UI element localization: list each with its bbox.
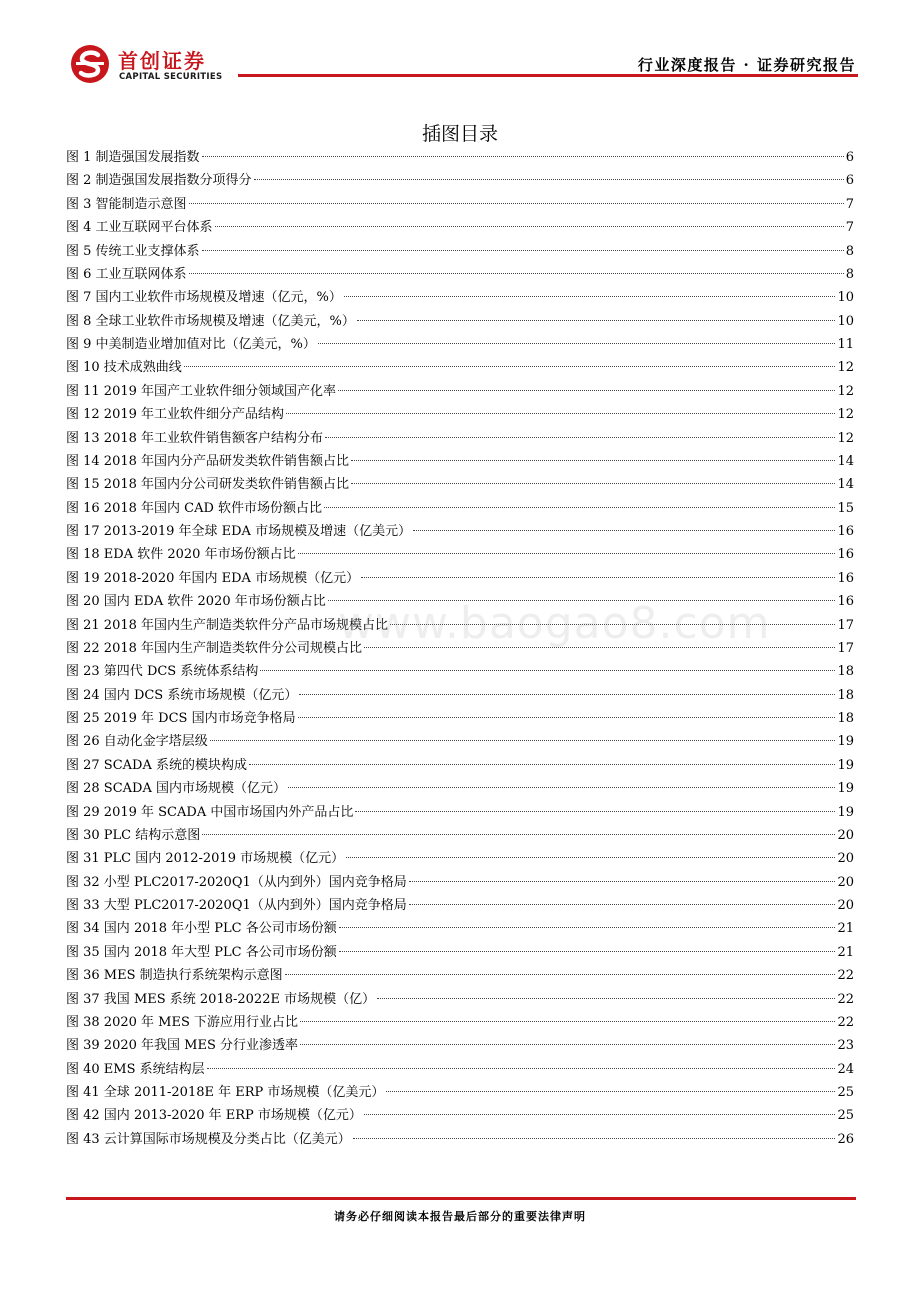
toc-entry[interactable] (66, 146, 854, 169)
toc-entry-page-number: 10 (837, 313, 854, 329)
dot-leader (338, 390, 835, 391)
toc-entry[interactable] (66, 497, 854, 520)
toc-entry-label: 图 30 PLC 结构示意图 (66, 827, 201, 843)
dot-leader (189, 273, 844, 274)
toc-entry-label: 图 2 制造强国发展指数分项得分 (66, 173, 252, 189)
toc-entry-label: 图 23 第四代 DCS 系统体系结构 (66, 664, 259, 680)
toc-entry-label: 图 41 全球 2011-2018E 年 ERP 市场规模（亿美元） (66, 1085, 385, 1100)
toc-entry[interactable] (66, 730, 854, 753)
toc-entry[interactable] (66, 1058, 854, 1081)
toc-entry[interactable] (66, 1081, 854, 1104)
toc-entry[interactable] (66, 356, 854, 379)
dot-leader (377, 998, 835, 999)
toc-entry[interactable] (66, 871, 854, 894)
toc-entry-label: 图 43 云计算国际市场规模及分类占比（亿美元） (66, 1131, 351, 1147)
dot-leader (300, 1044, 835, 1045)
toc-entry[interactable] (66, 801, 854, 824)
toc-entry-label: 图 18 EDA 软件 2020 年市场份额占比 (66, 547, 296, 563)
dot-leader (249, 764, 835, 765)
toc-entry-page-number: 17 (837, 640, 854, 656)
dot-leader (207, 1068, 836, 1069)
toc-entry-page-number: 15 (837, 500, 854, 516)
toc-entry-label: 图 28 SCADA 国内市场规模（亿元） (66, 781, 286, 797)
dot-leader (339, 927, 836, 928)
toc-entry-label: 图 1 制造强国发展指数 (66, 150, 200, 165)
toc-entry-page-number: 21 (837, 921, 854, 937)
toc-entry[interactable] (66, 169, 854, 192)
toc-entry-page-number: 24 (837, 1061, 854, 1077)
toc-entry-page-number: 8 (845, 243, 854, 259)
toc-entry-page-number: 18 (837, 711, 854, 726)
toc-entry[interactable] (66, 567, 854, 590)
dot-leader (351, 483, 835, 484)
dot-leader (260, 670, 835, 671)
dot-leader (344, 296, 836, 297)
watermark: www.baogao8.com (338, 598, 771, 649)
toc-entry-label: 图 35 国内 2018 年大型 PLC 各公司市场份额 (66, 944, 337, 960)
toc-entry-page-number: 19 (837, 781, 854, 797)
toc-entry[interactable] (66, 894, 854, 917)
dot-leader (364, 1114, 836, 1115)
capital-securities-logo-icon (70, 44, 110, 84)
dot-leader (386, 1091, 835, 1092)
toc-entry-label: 图 16 2018 年国内 CAD 软件市场份额占比 (66, 500, 323, 516)
toc-entry-label: 图 21 2018 年国内生产制造类软件分产品市场规模占比 (66, 617, 389, 633)
toc-entry-page-number: 20 (837, 874, 854, 890)
dot-leader (189, 203, 844, 204)
dot-leader (324, 507, 835, 508)
dot-leader (409, 904, 836, 905)
toc-entry-label: 图 40 EMS 系统结构层 (66, 1061, 205, 1077)
toc-entry[interactable] (66, 777, 854, 800)
toc-entry[interactable] (66, 520, 854, 543)
dot-leader (184, 366, 836, 367)
toc-entry-label: 图 20 国内 EDA 软件 2020 年市场份额占比 (66, 594, 326, 610)
toc-entry[interactable] (66, 1034, 854, 1057)
toc-entry-page-number: 22 (837, 968, 854, 984)
toc-entry[interactable] (66, 193, 854, 216)
toc-entry[interactable] (66, 941, 854, 964)
toc-entry-page-number: 7 (845, 220, 854, 236)
toc-entry-page-number: 23 (837, 1038, 854, 1054)
dot-leader (202, 156, 844, 157)
toc-entry-page-number: 26 (837, 1131, 854, 1147)
toc-entry-page-number: 12 (837, 407, 854, 423)
dot-leader (353, 1138, 836, 1139)
toc-entry-page-number: 16 (837, 570, 854, 586)
dot-leader (409, 881, 836, 882)
toc-entry-page-number: 18 (837, 687, 854, 703)
toc-entry-page-number: 16 (837, 547, 854, 563)
toc-entry-page-number: 22 (837, 991, 854, 1007)
toc-entry-label: 图 19 2018-2020 年国内 EDA 市场规模（亿元） (66, 570, 360, 586)
toc-entry-page-number: 25 (837, 1085, 854, 1100)
toc-entry[interactable] (66, 684, 854, 707)
dot-leader (318, 343, 836, 344)
toc-entry-label: 图 33 大型 PLC2017-2020Q1（从内到外）国内竞争格局 (66, 898, 407, 913)
toc-entry-label: 图 13 2018 年工业软件销售额客户结构分布 (66, 430, 324, 446)
company-logo (70, 44, 240, 84)
dot-leader (346, 857, 835, 858)
toc-entry-label: 图 34 国内 2018 年小型 PLC 各公司市场份额 (66, 921, 337, 937)
logo-chinese-name: 首创证券 (118, 49, 206, 73)
toc-entry-label: 图 6 工业互联网体系 (66, 266, 187, 282)
dot-leader (299, 694, 835, 695)
toc-entry-page-number: 18 (837, 664, 854, 680)
toc-entry[interactable] (66, 263, 854, 286)
toc-entry-page-number: 16 (837, 524, 854, 539)
toc-entry-page-number: 20 (837, 898, 854, 913)
dot-leader (300, 1021, 835, 1022)
toc-entry-page-number: 14 (837, 453, 854, 469)
toc-entry[interactable] (66, 473, 854, 496)
page-header (62, 38, 858, 88)
toc-entry[interactable] (66, 333, 854, 356)
toc-entry-label: 图 12 2019 年工业软件细分产品结构 (66, 407, 285, 423)
header-divider (238, 74, 858, 77)
toc-entry[interactable] (66, 450, 854, 473)
toc-entry-label: 图 11 2019 年国产工业软件细分领域国产化率 (66, 383, 337, 399)
toc-entry[interactable] (66, 917, 854, 940)
toc-entry[interactable] (66, 403, 854, 426)
dot-leader (325, 437, 835, 438)
toc-entry-label: 图 17 2013-2019 年全球 EDA 市场规模及增速（亿美元） (66, 524, 412, 539)
legal-disclaimer: 请务必仔细阅读本报告最后部分的重要法律声明 (334, 1210, 586, 1223)
dot-leader (288, 787, 835, 788)
toc-entry[interactable] (66, 824, 854, 847)
toc-entry-label: 图 25 2019 年 DCS 国内市场竞争格局 (66, 711, 296, 726)
toc-entry-label: 图 7 国内工业软件市场规模及增速（亿元，%） (66, 290, 342, 306)
toc-entry-label: 图 24 国内 DCS 系统市场规模（亿元） (66, 687, 298, 703)
toc-entry-page-number: 25 (837, 1108, 854, 1124)
dot-leader (202, 250, 844, 251)
toc-entry-page-number: 12 (837, 383, 854, 399)
toc-entry-label: 图 9 中美制造业增加值对比（亿美元，%） (66, 337, 316, 352)
toc-entry-label: 图 22 2018 年国内生产制造类软件分公司规模占比 (66, 640, 363, 656)
toc-entry-label: 图 29 2019 年 SCADA 中国市场国内外产品占比 (66, 804, 354, 820)
dot-leader (351, 460, 835, 461)
dot-leader (202, 834, 835, 835)
toc-entry-page-number: 6 (845, 150, 854, 165)
toc-entry-page-number: 14 (837, 477, 854, 493)
toc-entry-page-number: 19 (837, 734, 854, 750)
dot-leader (357, 320, 836, 321)
dot-leader (361, 577, 835, 578)
dot-leader (339, 951, 836, 952)
toc-entry-page-number: 17 (837, 617, 854, 633)
toc-entry-label: 图 10 技术成熟曲线 (66, 360, 182, 376)
toc-entry-page-number: 20 (837, 851, 854, 867)
toc-entry[interactable] (66, 988, 854, 1011)
toc-entry[interactable] (66, 1128, 854, 1151)
toc-entry-label: 图 27 SCADA 系统的模块构成 (66, 757, 247, 773)
toc-entry-page-number: 12 (837, 430, 854, 446)
dot-leader (215, 226, 844, 227)
toc-entry-page-number: 20 (837, 827, 854, 843)
toc-entry[interactable] (66, 216, 854, 239)
report-type-label: 行业深度报告 · 证券研究报告 (637, 56, 856, 74)
dot-leader (298, 553, 836, 554)
toc-entry-label: 图 42 国内 2013-2020 年 ERP 市场规模（亿元） (66, 1108, 362, 1124)
toc-entry-label: 图 4 工业互联网平台体系 (66, 220, 213, 236)
footer-divider (66, 1197, 856, 1200)
toc-entry[interactable] (66, 543, 854, 566)
logo-english-name: CAPITAL SECURITIES (119, 72, 223, 82)
toc-entry-label: 图 32 小型 PLC2017-2020Q1（从内到外）国内竞争格局 (66, 874, 407, 890)
dot-leader (254, 179, 844, 180)
toc-entry-page-number: 10 (837, 290, 854, 306)
toc-entry[interactable] (66, 310, 854, 333)
toc-entry-page-number: 19 (837, 757, 854, 773)
toc-entry-page-number: 8 (845, 266, 854, 282)
dot-leader (298, 717, 836, 718)
toc-entry[interactable] (66, 660, 854, 683)
toc-entry-label: 图 39 2020 年我国 MES 分行业渗透率 (66, 1038, 298, 1054)
toc-entry-page-number: 19 (837, 804, 854, 820)
toc-entry-label: 图 3 智能制造示意图 (66, 196, 187, 212)
toc-entry-label: 图 14 2018 年国内分产品研发类软件销售额占比 (66, 453, 350, 469)
toc-entry-label: 图 31 PLC 国内 2012-2019 市场规模（亿元） (66, 851, 345, 867)
toc-entry-page-number: 6 (845, 173, 854, 189)
toc-entry[interactable] (66, 754, 854, 777)
toc-entry-page-number: 7 (845, 196, 854, 212)
toc-entry-label: 图 15 2018 年国内分公司研发类软件销售额占比 (66, 477, 350, 493)
toc-entry-page-number: 12 (837, 360, 854, 376)
toc-entry-page-number: 21 (837, 944, 854, 960)
toc-entry-label: 图 5 传统工业支撑体系 (66, 243, 200, 259)
toc-entry[interactable] (66, 964, 854, 987)
toc-entry[interactable] (66, 847, 854, 870)
toc-entry[interactable] (66, 240, 854, 263)
toc-entry[interactable] (66, 1011, 854, 1034)
toc-entry-page-number: 11 (837, 337, 854, 352)
toc-entry[interactable] (66, 427, 854, 450)
toc-entry-page-number: 22 (837, 1014, 854, 1030)
dot-leader (355, 811, 835, 812)
dot-leader (413, 530, 835, 531)
toc-entry[interactable] (66, 380, 854, 403)
toc-entry-label: 图 37 我国 MES 系统 2018-2022E 市场规模（亿） (66, 991, 376, 1007)
figure-list-title: 插图目录 (421, 123, 498, 145)
toc-entry[interactable] (66, 1104, 854, 1127)
dot-leader (286, 413, 835, 414)
dot-leader (285, 974, 836, 975)
toc-entry-label: 图 38 2020 年 MES 下游应用行业占比 (66, 1014, 298, 1030)
toc-entry-label: 图 36 MES 制造执行系统架构示意图 (66, 968, 283, 984)
toc-entry-page-number: 16 (837, 594, 854, 610)
toc-entry-label: 图 8 全球工业软件市场规模及增速（亿美元，%） (66, 313, 355, 329)
toc-entry[interactable] (66, 707, 854, 730)
dot-leader (210, 740, 836, 741)
toc-entry-label: 图 26 自动化金字塔层级 (66, 734, 208, 750)
toc-entry[interactable] (66, 286, 854, 309)
